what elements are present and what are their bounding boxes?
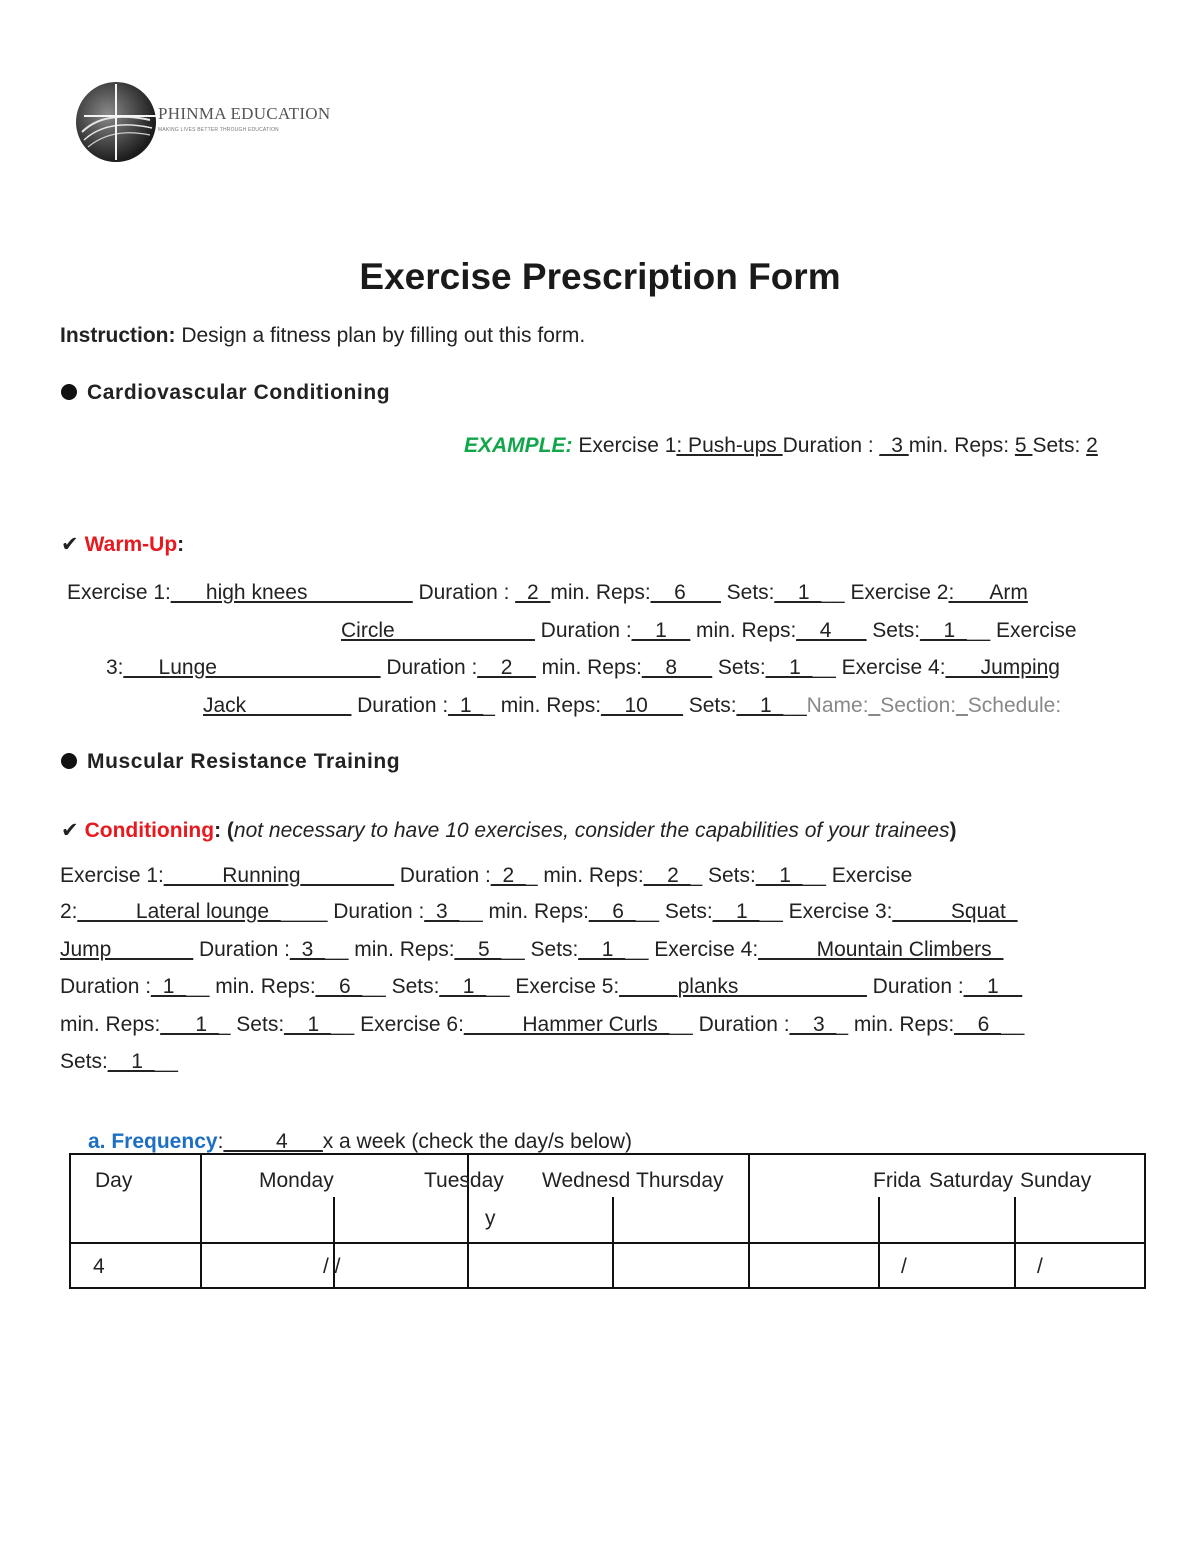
warmup-value: __4___: [796, 619, 867, 642]
conditioning-text: _ Sets:: [218, 1013, 285, 1036]
conditioning-value: __2_: [643, 864, 691, 887]
phinma-logo-emblem-icon: [74, 80, 158, 164]
warmup-value: __10___: [601, 694, 683, 717]
conditioning-line-4: [60, 975, 1022, 999]
warmup-label: Warm-Up: [84, 533, 178, 556]
conditioning-text: _ min. Reps:: [836, 1013, 955, 1036]
warmup-value: _2_: [515, 581, 551, 604]
warmup-text: min. Reps:: [535, 656, 642, 679]
warmup-value: ___Jumping: [945, 656, 1060, 679]
frequency-table: [69, 1153, 1146, 1289]
phinma-logo: [74, 80, 334, 164]
warmup-text: Sets:: [682, 694, 737, 717]
conditioning-text: Exercise 1:: [60, 864, 164, 887]
conditioning-value: __5_: [454, 938, 502, 961]
warmup-value: __1_: [736, 694, 784, 717]
frequency-colon: :: [217, 1130, 224, 1153]
table-header-monday: Monday: [259, 1169, 334, 1192]
name-field-label: Name:: [806, 694, 869, 717]
warmup-text: Duration :: [380, 656, 478, 679]
table-cell-monday: / /: [323, 1255, 341, 1278]
conditioning-value: ___1_: [160, 1013, 219, 1036]
cardio-heading-text: Cardiovascular Conditioning: [87, 381, 391, 404]
muscular-heading-text: Muscular Resistance Training: [87, 750, 401, 773]
table-col-divider: [748, 1155, 750, 1287]
warmup-text: __ Exercise 4:: [812, 656, 946, 679]
table-header-friday: Frida: [873, 1169, 921, 1192]
table-cell-sunday: /: [1037, 1255, 1043, 1278]
conditioning-text: _ min. Reps:: [525, 864, 644, 887]
example-line: [464, 434, 1098, 458]
table-header-sunday: Sunday: [1020, 1169, 1092, 1192]
conditioning-paren: ): [949, 819, 957, 842]
conditioning-line-2: [60, 900, 1017, 924]
warmup-value: Jack_: [203, 694, 258, 717]
warmup-value: __6___: [650, 581, 721, 604]
conditioning-text: Sets:: [60, 1050, 108, 1073]
warmup-value: __2__: [477, 656, 536, 679]
table-col-divider: [200, 1155, 202, 1287]
conditioning-text: __ Exercise 3:: [759, 900, 893, 923]
conditioning-text: __ min. Reps:: [459, 900, 589, 923]
table-header-day: Day: [95, 1169, 133, 1192]
warmup-text: __: [783, 694, 807, 717]
conditioning-value: __6_: [954, 1013, 1001, 1036]
table-header-saturday: Saturday: [929, 1169, 1014, 1192]
conditioning-line-5: [60, 1013, 1024, 1037]
warmup-text: Sets:: [712, 656, 766, 679]
cardio-heading: [61, 381, 390, 405]
instruction-text: Design a fitness plan by filling out this form.: [175, 324, 586, 347]
conditioning-text: Duration :: [866, 975, 964, 998]
example-value: 2: [1086, 434, 1098, 457]
warmup-value: Circle_: [341, 619, 407, 642]
table-header-tuesday-wrap: y: [485, 1207, 496, 1230]
example-text: Exercise 1: [572, 434, 677, 457]
conditioning-text: min. Reps:: [60, 1013, 161, 1036]
table-row-divider: [71, 1242, 1144, 1244]
table-cell-friday: /: [901, 1255, 907, 1278]
conditioning-value: __1_: [439, 975, 487, 998]
warmup-line-3: [106, 656, 1060, 680]
conditioning-value: __1_: [578, 938, 626, 961]
conditioning-text: __ min. Reps:: [186, 975, 316, 998]
warmup-text: __ Exercise 2: [821, 581, 949, 604]
conditioning-value: _____Hammer Curls_: [463, 1013, 670, 1036]
section-field-label: Section:: [880, 694, 957, 717]
frequency-line: [88, 1130, 632, 1154]
bullet-icon: [61, 753, 77, 769]
frequency-label: a. Frequency: [88, 1130, 218, 1153]
warmup-text: Sets:: [720, 581, 775, 604]
conditioning-paren: (: [221, 819, 234, 842]
conditioning-text: Duration :: [393, 864, 491, 887]
conditioning-text: __ Sets:: [501, 938, 579, 961]
conditioning-value: __1_: [755, 864, 803, 887]
conditioning-text: Duration :: [193, 938, 290, 961]
warmup-text: Sets:: [866, 619, 921, 642]
example-text: Duration :: [782, 434, 880, 457]
checkmark-icon: ✔: [61, 533, 79, 556]
warmup-line-1: [67, 581, 1028, 605]
conditioning-text: __ Exercise 5:: [486, 975, 620, 998]
warmup-line-2: [341, 619, 1077, 643]
warmup-text: min. Reps:: [690, 619, 797, 642]
example-text: Sets:: [1032, 434, 1087, 457]
conditioning-heading: [61, 818, 956, 843]
table-header-thursday: Thursday: [636, 1169, 724, 1192]
example-value: _3: [879, 434, 909, 457]
table-header-wednesday: Wednesd: [542, 1169, 631, 1192]
warmup-text: _ min. Reps:: [483, 694, 602, 717]
section-field-blank: _: [956, 694, 968, 717]
conditioning-value: __6_: [588, 900, 636, 923]
warmup-value: ___Arm: [954, 581, 1028, 604]
warmup-value: _1_: [448, 694, 484, 717]
conditioning-value: __1_: [284, 1013, 331, 1036]
frequency-value: ____4___: [223, 1130, 323, 1153]
conditioning-text: __: [154, 1050, 178, 1073]
example-value: : Push-ups: [676, 434, 783, 457]
warmup-value: __1_: [774, 581, 822, 604]
schedule-field-label: Schedule:: [967, 694, 1062, 717]
conditioning-value: _____Running________: [163, 864, 394, 887]
conditioning-colon: :: [214, 819, 222, 842]
logo-tagline: MAKING LIVES BETTER THROUGH EDUCATION: [158, 127, 279, 133]
table-header-tuesday: Tuesday: [424, 1169, 504, 1192]
table-col-divider: [612, 1197, 614, 1287]
conditioning-value: __6_: [315, 975, 363, 998]
conditioning-value: _3_: [424, 900, 460, 923]
warmup-value: __1_: [765, 656, 813, 679]
warmup-value: ________: [257, 694, 352, 717]
muscular-heading: [61, 750, 400, 774]
bullet-icon: [61, 384, 77, 400]
conditioning-note: not necessary to have 10 exercises, consider the capabilities of your trainees: [233, 819, 950, 842]
conditioning-line-1: [60, 864, 912, 888]
table-col-divider: [878, 1197, 880, 1287]
conditioning-value: _____Lateral lounge_: [77, 900, 281, 923]
warmup-value: __1__: [631, 619, 691, 642]
conditioning-value: _____planks_: [619, 975, 751, 998]
conditioning-value: _____Squat_: [892, 900, 1018, 923]
warmup-text: __ Exercise: [966, 619, 1077, 642]
conditioning-label: Conditioning: [84, 819, 215, 842]
warmup-value: __1_: [920, 619, 967, 642]
conditioning-text: __ Duration :: [669, 1013, 790, 1036]
conditioning-text: __ Exercise: [802, 864, 913, 887]
example-label: EXAMPLE:: [464, 434, 573, 457]
conditioning-value: __1_: [107, 1050, 155, 1073]
warmup-value: :: [948, 581, 955, 604]
example-text: min. Reps:: [908, 434, 1015, 457]
warmup-text: Exercise 1:: [67, 581, 171, 604]
conditioning-text: __ min. Reps:: [325, 938, 455, 961]
warmup-value: _____________: [228, 656, 381, 679]
warmup-line-4: [203, 694, 1061, 718]
conditioning-value: _3_: [290, 938, 326, 961]
conditioning-text: Duration :: [60, 975, 152, 998]
conditioning-value: _1_: [151, 975, 187, 998]
conditioning-value: ______: [123, 938, 194, 961]
warmup-value: ___Lunge_: [123, 656, 229, 679]
conditioning-text: ____ Duration :: [280, 900, 425, 923]
warmup-value: __8___: [641, 656, 713, 679]
conditioning-text: __ Sets:: [362, 975, 440, 998]
warmup-heading: [61, 532, 184, 557]
warmup-colon: :: [177, 533, 185, 556]
warmup-text: Duration :: [534, 619, 632, 642]
instruction-label: Instruction:: [60, 324, 176, 347]
warmup-value: ___________: [406, 619, 535, 642]
conditioning-text: _ Sets:: [690, 864, 756, 887]
logo-name: PHINMA EDUCATION: [158, 104, 331, 123]
example-value: 5: [1014, 434, 1033, 457]
conditioning-value: _____Mountain Climbers_: [758, 938, 1004, 961]
conditioning-text: __ Exercise 6:: [330, 1013, 464, 1036]
instruction: [60, 324, 585, 348]
page-title: Exercise Prescription Form: [359, 256, 841, 297]
conditioning-text: __ Sets:: [635, 900, 713, 923]
conditioning-value: __1__: [963, 975, 1023, 998]
conditioning-value: Jump_: [60, 938, 124, 961]
name-field-blank: _: [868, 694, 881, 717]
warmup-text: 3:: [106, 656, 124, 679]
checkmark-icon: ✔: [61, 819, 79, 842]
conditioning-text: 2:: [60, 900, 78, 923]
frequency-text: x a week (check the day/s below): [322, 1130, 632, 1153]
warmup-value: ___high knees_________: [170, 581, 413, 604]
table-col-divider: [1014, 1197, 1016, 1287]
conditioning-value: __3_: [789, 1013, 837, 1036]
conditioning-value: _2_: [490, 864, 526, 887]
conditioning-line-3: [60, 938, 1003, 962]
conditioning-text: __ Exercise 4:: [625, 938, 759, 961]
conditioning-value: __________: [750, 975, 867, 998]
warmup-text: Duration :: [351, 694, 449, 717]
warmup-text: Duration :: [412, 581, 516, 604]
warmup-text: min. Reps:: [550, 581, 651, 604]
table-cell-day: 4: [93, 1255, 105, 1278]
conditioning-value: __1_: [712, 900, 760, 923]
conditioning-text: __: [1000, 1013, 1025, 1036]
conditioning-line-6: [60, 1050, 178, 1074]
